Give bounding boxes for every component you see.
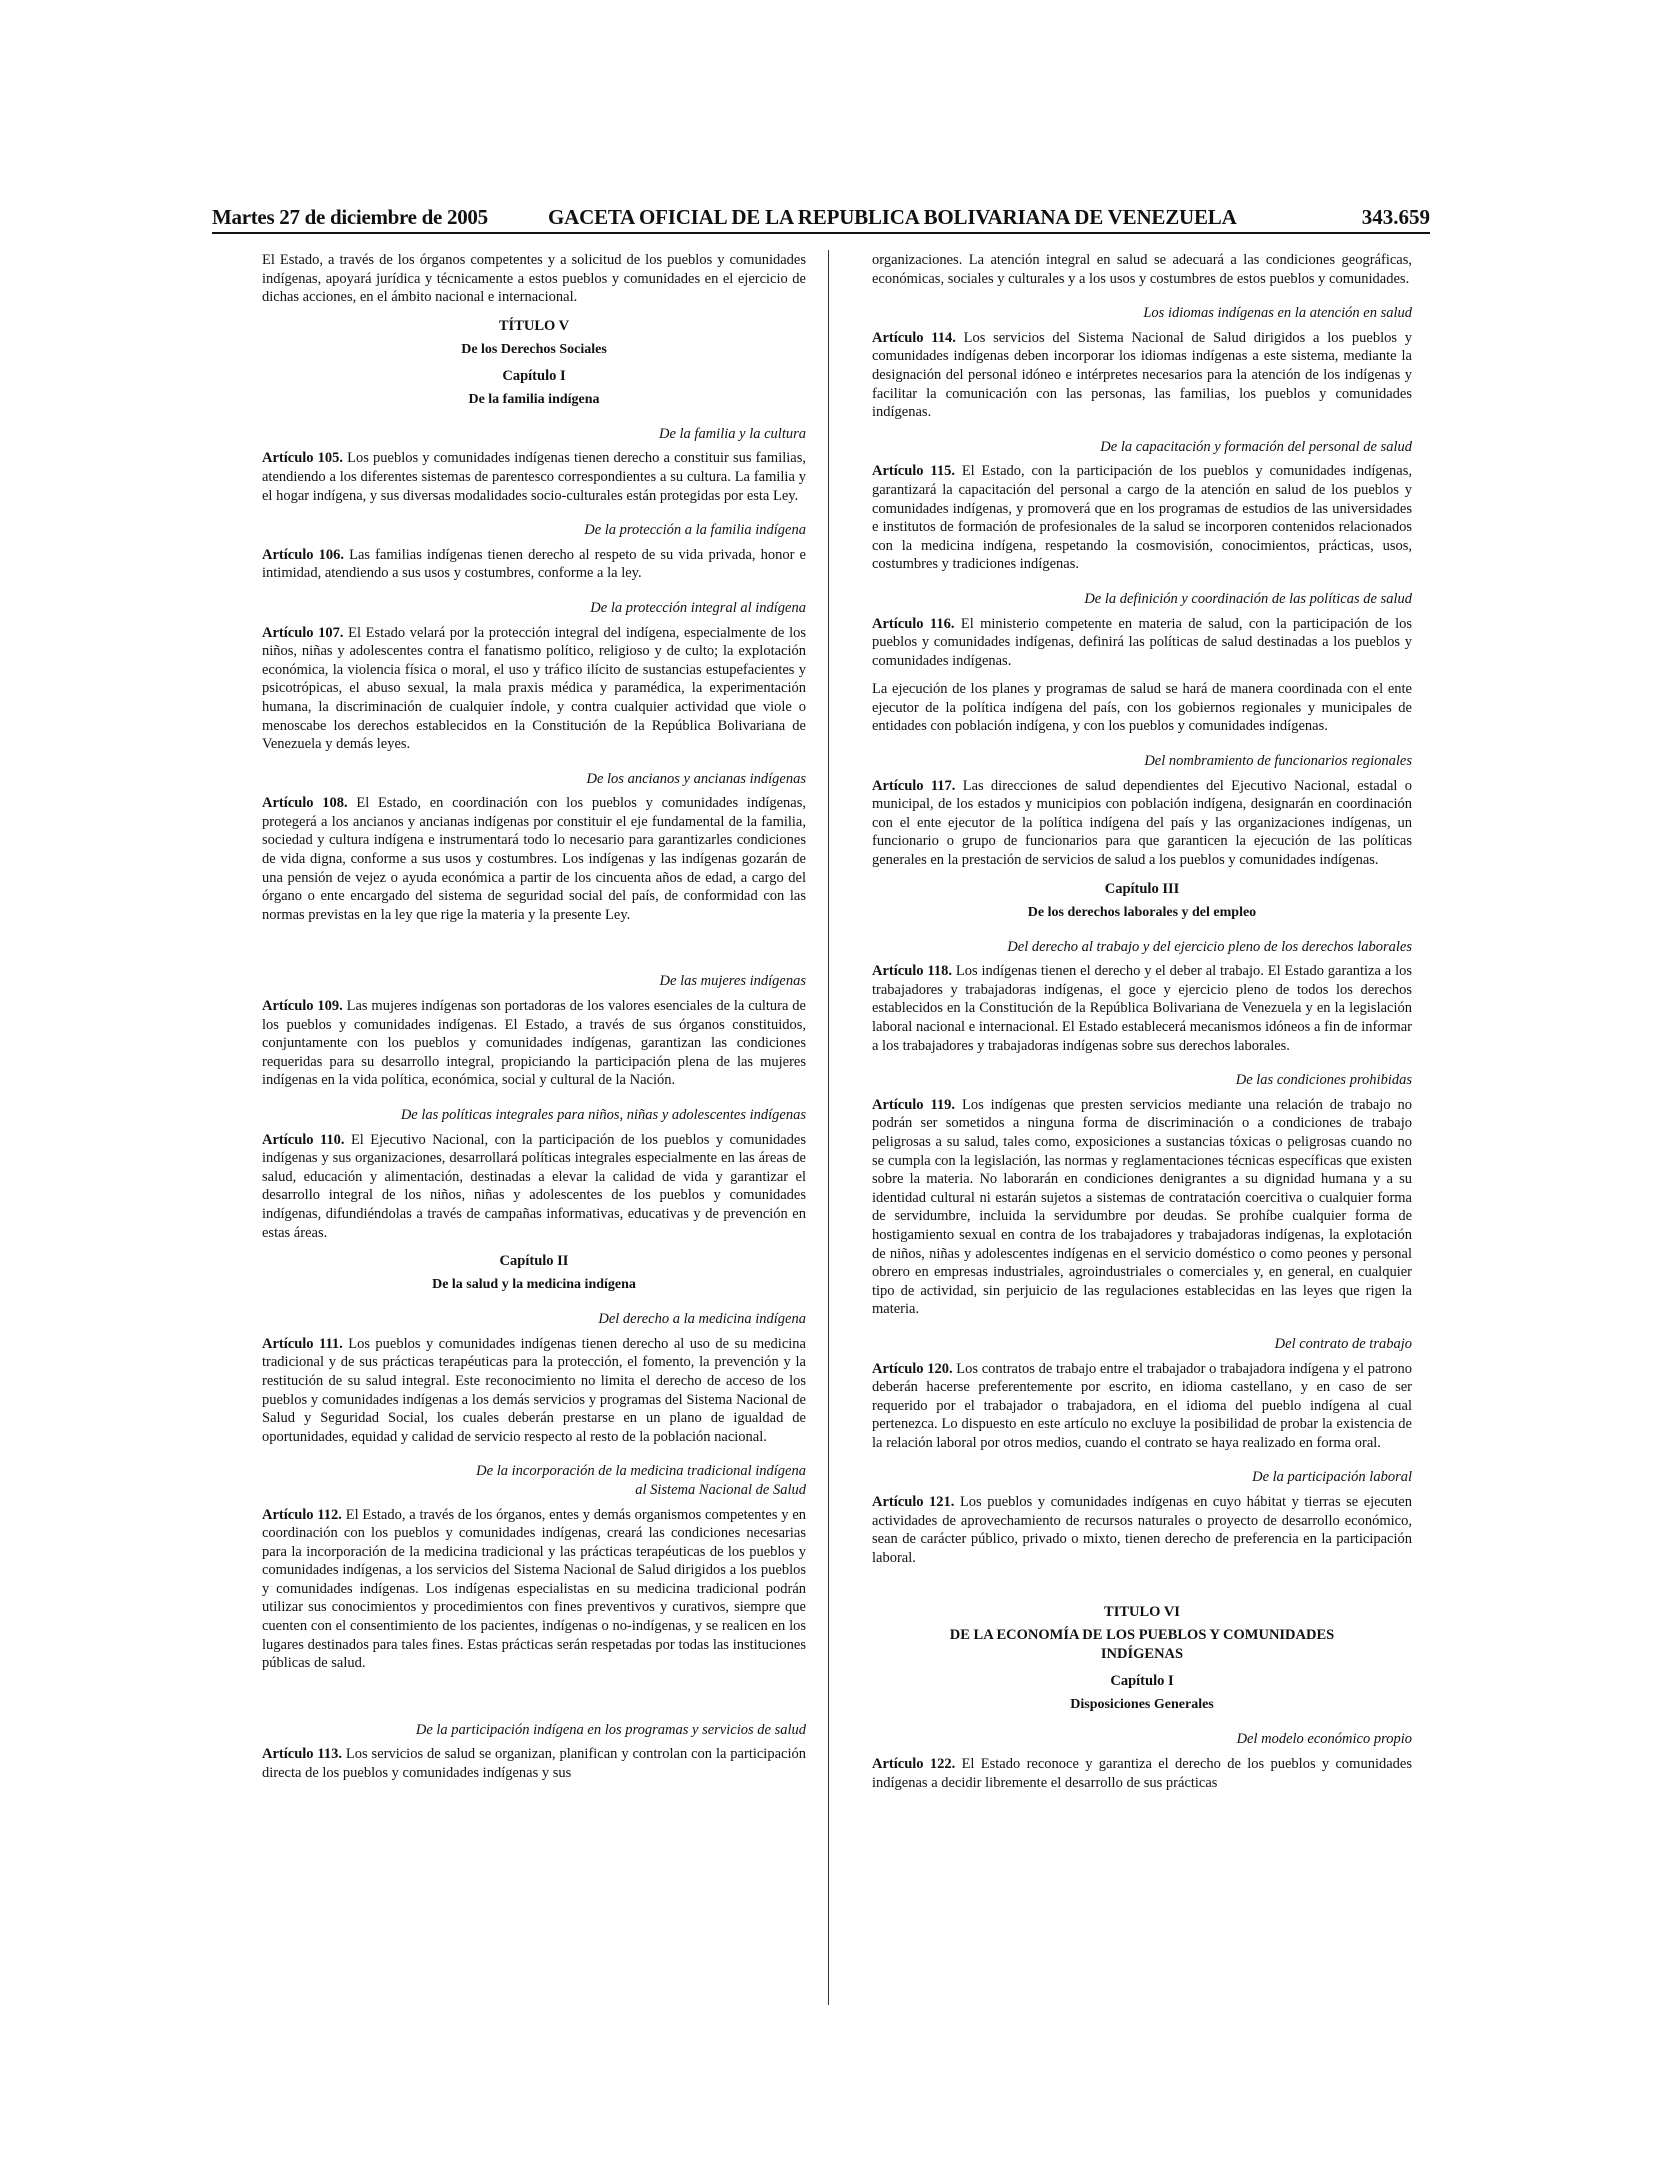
subheading-107: De la protección integral al indígena <box>590 599 806 616</box>
article-111-title: Artículo 111. <box>262 1335 343 1352</box>
article-116 <box>872 615 1412 671</box>
article-109 <box>262 997 806 1090</box>
article-117-text: Las direcciones de salud dependientes del Ejecutivo Nacional, estadal o municipal, de los estados y municipios con población indígena, designarán en coordinación con el ente ejecutor de la política indígena del país y las organizaciones indígenas, un funcionario o grupo de funcionarios para que garanticen la ejecución de las políticas generales en la prestación de servicios de salud a los pueblos y comunidades indígenas. <box>872 777 1412 869</box>
article-106 <box>262 546 806 583</box>
header-date: Martes 27 de diciembre de 2005 <box>212 205 488 229</box>
article-120-text: Los contratos de trabajo entre el trabajador o trabajadora indígena y el patrono deberán hacerse preferentemente por escrito, en idioma castellano, y en caso de ser requerido por el trabajador o trabajadora, en el idioma del pueblo indígena al cual pertenezca. Lo dispuesto en este artículo no excluye la posibilidad de probar la existencia de la relación laboral por otros medios, cuando el contrato se haya realizado en forma oral. <box>872 1360 1412 1451</box>
article-118-text: Los indígenas tienen el derecho y el deber al trabajo. El Estado garantiza a los trabajadores y trabajadoras indígenas, el goce y ejercicio pleno de todos los derechos establecidos en la Constitución de la República Bolivariana de Venezuela y en la legislación laboral nacional e internacional. El Estado establecerá mecanismos idóneos a fin de informar a los trabajadores y trabajadoras indígenas sobre sus derechos laborales. <box>872 963 1412 1054</box>
article-121-text: Los pueblos y comunidades indígenas en cuyo hábitat y tierras se ejecuten actividades de aprovechamiento de recursos naturales o proyecto de desarrollo económico, sean de carácter público, privado o mixto, tienen derecho de preferencia en la participación laboral. <box>872 1494 1412 1566</box>
article-113-continued: organizaciones. La atención integral en salud se adecuará a las condiciones geográficas, económicas, sociales y culturales y a los usos y costumbres de estos pueblos y comunidades. <box>872 252 1412 287</box>
column-divider <box>828 250 829 2005</box>
subheading-118: Del derecho al trabajo y del ejercicio pleno de los derechos laborales <box>1007 938 1412 955</box>
chapter-2-name: De la salud y la medicina indígena <box>432 1277 636 1293</box>
article-122-text: El Estado reconoce y garantiza el derecho de los pueblos y comunidades indígenas a decidir libremente el desarrollo de sus prácticas <box>872 1756 1413 1791</box>
article-116-title: Artículo 116. <box>872 615 955 632</box>
chapter-1-vi: Capítulo I <box>1110 1673 1174 1690</box>
article-121-title: Artículo 121. <box>872 1494 955 1511</box>
article-113-title: Artículo 113. <box>262 1746 343 1763</box>
title-vi: TITULO VI <box>1104 1604 1180 1621</box>
subheading-111: Del derecho a la medicina indígena <box>598 1311 806 1328</box>
chapter-3: Capítulo III <box>1104 880 1180 897</box>
subheading-121: De la participación laboral <box>1252 1469 1412 1486</box>
article-114-text: Los servicios del Sistema Nacional de Salud dirigidos a los pueblos y comunidades indígenas deben incorporar los idiomas indígenas a este sistema, mediante la designación del personal idóneo e intérpretes necesarios para la atención de los indígenas y facilitar la comunicación con las personas, las familias, los pueblos y comunidades indígenas. <box>872 329 1412 421</box>
header-title: GACETA OFICIAL DE LA REPUBLICA BOLIVARIANA DE VENEZUELA <box>548 205 1237 229</box>
article-113 <box>262 1745 806 1782</box>
title-vi-name: DE LA ECONOMÍA DE LOS PUEBLOS Y COMUNIDADES INDÍGENAS <box>949 1627 1335 1663</box>
article-118 <box>872 962 1412 1055</box>
chapter-1-vi-name: Disposiciones Generales <box>1070 1697 1214 1713</box>
article-119-title: Artículo 119. <box>872 1096 956 1113</box>
article-108 <box>262 794 806 924</box>
article-120 <box>872 1360 1412 1453</box>
subheading-122: Del modelo económico propio <box>1236 1731 1412 1748</box>
subheading-112-line1: De la incorporación de la medicina tradicional indígena <box>476 1463 806 1480</box>
chapter-1: Capítulo I <box>502 367 566 384</box>
article-105-text: Los pueblos y comunidades indígenas tienen derecho a constituir sus familias, atendiendo a los diferentes sistemas de parentesco correspondientes a su cultura. La familia y el hogar indígena, y sus diversas modalidades socio-culturales están protegidas por esta Ley. <box>262 450 806 504</box>
article-118-title: Artículo 118. <box>872 963 952 980</box>
article-107 <box>262 624 806 754</box>
article-122 <box>872 1755 1412 1792</box>
article-111 <box>262 1335 806 1447</box>
article-113-text: Los servicios de salud se organizan, planifican y controlan con la participación directa de los pueblos y comunidades indígenas y sus <box>262 1746 806 1782</box>
right-column <box>872 251 1412 1802</box>
article-119 <box>872 1096 1412 1319</box>
article-115-text: El Estado, con la participación de los pueblos y comunidades indígenas, garantizará la capacitación del personal a cargo de la atención en salud de los pueblos y comunidades indígenas, y promoverá que en los programas de estudios de las universidades e institutos de formación de profesionales de la salud se incorporen contenidos relacionados con la medicina indígena, respetando la cosmovisión, conocimientos, prácticas, usos, costumbres y tradiciones indígenas. <box>872 463 1412 573</box>
spacer <box>262 1683 806 1705</box>
subheading-109: De las mujeres indígenas <box>659 973 806 990</box>
article-117 <box>872 777 1412 870</box>
article-120-title: Artículo 120. <box>872 1360 953 1377</box>
title-v: TÍTULO V <box>498 317 570 334</box>
chapter-2: Capítulo II <box>499 1253 569 1270</box>
article-107-text: El Estado velará por la protección integral del indígena, especialmente de los niños, niñas y adolescentes contra el fanatismo político, religioso y de culto; la explotación económica, la violencia física o moral, el uso y tráfico ilícito de sustancias estupefacientes y psicotrópicas, el abuso sexual, la mala praxis médica y paramédica, la experimentación humana, la discriminación de cualquier índole, y contra cualquier actividad que viole o menoscabe los derechos establecidos en la Constitución de la República Bolivariana de Venezuela y demás leyes. <box>262 624 806 753</box>
subheading-105: De la familia y la cultura <box>659 425 806 442</box>
chapter-3-name: De los derechos laborales y del empleo <box>1027 904 1257 920</box>
subheading-115: De la capacitación y formación del personal de salud <box>1100 438 1412 455</box>
article-121 <box>872 1493 1412 1567</box>
article-106-text: Las familias indígenas tienen derecho al respeto de su vida privada, honor e intimidad, atendiendo a sus usos y costumbres, conforme a la ley. <box>262 546 806 582</box>
subheading-106: De la protección a la familia indígena <box>584 522 806 539</box>
intro-paragraph: El Estado, a través de los órganos competentes y a solicitud de los pueblos y comunidades indígenas, apoyará jurídica y técnicamente a estos pueblos y comunidades en el ejercicio de dichas acciones, en el ámbito nacional e internacional. <box>262 252 806 306</box>
article-110-title: Artículo 110. <box>262 1131 345 1148</box>
article-107-title: Artículo 107. <box>262 624 344 641</box>
subheading-117: Del nombramiento de funcionarios regionales <box>1144 753 1412 770</box>
page-header <box>212 205 1430 233</box>
article-111-text: Los pueblos y comunidades indígenas tienen derecho al uso de su medicina tradicional y de sus prácticas terapéuticas para la protección, el fomento, la prevención y la restitución de su salud integral. Este reconocimiento no limita el derecho de acceso de los pueblos y comunidades indígenas a los demás servicios y programas del Sistema Nacional de Salud y Seguridad Social, los cuales deberán prestarse en un plano de igualdad de oportunidades, equidad y calidad de servicio respecto al resto de la población nacional. <box>262 1335 806 1445</box>
subheading-112-line2: al Sistema Nacional de Salud <box>635 1481 806 1498</box>
subheading-120: Del contrato de trabajo <box>1274 1335 1412 1352</box>
header-rule <box>212 232 1430 234</box>
article-117-title: Artículo 117. <box>872 777 956 794</box>
article-109-title: Artículo 109. <box>262 998 343 1015</box>
article-114 <box>872 329 1412 422</box>
article-119-text: Los indígenas que presten servicios mediante una relación de trabajo no podrán ser sometidos a ninguna forma de discriminación o a condiciones de trabajo peligrosas a su salud, tales como, exposiciones a sustancias tóxicas o peligrosas cuando no se cumpla con la legislación, las normas y reglamentaciones técnicas específicas que existen sobre la materia. No laborarán en condiciones denigrantes a su dignidad humana y a su identidad cultural ni estarán sujetos a sistemas de contratación coercitiva o cualquier forma de servidumbre, incluida la servidumbre por deudas. Se prohíbe cualquier forma de hostigamiento sexual en contra de los trabajadores y trabajadoras indígenas, la explotación de niños, niñas y adolescentes indígenas en el servicio doméstico o como peones y personal obrero en empresas industriales, agroindustriales o comerciales y, en general, en cualquier tipo de actividad, sin perjuicio de las regulaciones establecidas en las leyes que rigen la materia. <box>872 1096 1413 1318</box>
spacer <box>262 934 806 956</box>
spacer <box>872 1577 1412 1599</box>
article-114-title: Artículo 114. <box>872 329 956 346</box>
subheading-116: De la definición y coordinación de las políticas de salud <box>1084 590 1412 607</box>
article-108-title: Artículo 108. <box>262 795 348 812</box>
subheading-119: De las condiciones prohibidas <box>1235 1072 1412 1089</box>
article-116-text: El ministerio competente en materia de salud, con la participación de los pueblos y comunidades indígenas, definirá las políticas de salud destinadas a los pueblos y comunidades indígenas. <box>872 615 1412 669</box>
article-112-text: El Estado, a través de los órganos, entes y demás organismos competentes y en coordinación con los pueblos y comunidades indígenas, creará las condiciones necesarias para la incorporación de la medicina tradicional y las prácticas terapéuticas de los pueblos y comunidades indígenas, a los servicios del Sistema Nacional de Salud dirigidos a los pueblos y comunidades indígenas. Los indígenas especialistas en su medicina tradicional podrán utilizar sus conocimientos y procedimientos con fines preventivos y curativos, siempre que cuenten con el consentimiento de los pacientes, indígenas o no-indígenas, y se realicen en los lugares destinados para tales fines. Estas prácticas serán respetadas por todas las instituciones públicas de salud. <box>262 1506 807 1672</box>
article-115 <box>872 462 1412 574</box>
article-110 <box>262 1131 806 1243</box>
article-112 <box>262 1506 806 1673</box>
subheading-113: De la participación indígena en los programas y servicios de salud <box>415 1721 806 1738</box>
left-column <box>262 251 806 1793</box>
subheading-108: De los ancianos y ancianas indígenas <box>586 770 806 787</box>
article-122-title: Artículo 122. <box>872 1756 956 1773</box>
page-number: 343.659 <box>1361 205 1430 229</box>
article-105-title: Artículo 105. <box>262 450 344 467</box>
article-106-title: Artículo 106. <box>262 546 345 563</box>
subheading-114: Los idiomas indígenas en la atención en salud <box>1143 305 1412 322</box>
article-109-text: Las mujeres indígenas son portadoras de los valores esenciales de la cultura de los pueblos y comunidades indígenas. El Estado, a través de sus órganos constituidos, conjuntamente con los pueblos y comunidades indígenas, garantizan las condiciones requeridas para su desarrollo integral, propiciando la participación plena de las mujeres indígenas en la vida política, económica, social y cultural de la Nación. <box>262 998 806 1089</box>
article-115-title: Artículo 115. <box>872 463 955 480</box>
subheading-110: De las políticas integrales para niños, niñas y adolescentes indígenas <box>400 1107 806 1123</box>
article-108-text: El Estado, en coordinación con los pueblos y comunidades indígenas, protegerá a los ancianos y ancianas indígenas por constituir el eje fundamental de la familia, sociedad y cultura indígena e instrumentará todo lo necesario para garantizarles condiciones de vida digna, conforme a sus usos y costumbres. Los indígenas y las indígenas gozarán de una pensión de vejez o ayuda económica a partir de los cincuenta años de edad, a cargo del órgano o ente encargado del sistema de seguridad social del país, de conformidad con las normas previstas en la ley que rige la materia y la presente Ley. <box>262 795 807 923</box>
title-v-name: De los Derechos Sociales <box>461 341 607 357</box>
article-112-title: Artículo 112. <box>262 1506 342 1523</box>
article-105 <box>262 449 806 505</box>
chapter-1-name: De la familia indígena <box>468 391 600 407</box>
article-116-paragraph-2: La ejecución de los planes y programas de salud se hará de manera coordinada con el ente ejecutor de la política indígena del país, con los gobiernos regionales y municipales de entidades con población indígena, y con los pueblos y comunidades indígenas. <box>872 681 1412 735</box>
article-110-text: El Ejecutivo Nacional, con la participación de los pueblos y comunidades indígenas y sus organizaciones, desarrollará políticas integrales especialmente en las áreas de salud, educación y alimentación, destinadas a elevar la calidad de vida y garantizar el desarrollo integral de los niños, niñas y adolescentes de los pueblos y comunidades indígenas, difundiéndolas a través de campañas informativas, educativas y de prevención en estas áreas. <box>262 1131 806 1241</box>
